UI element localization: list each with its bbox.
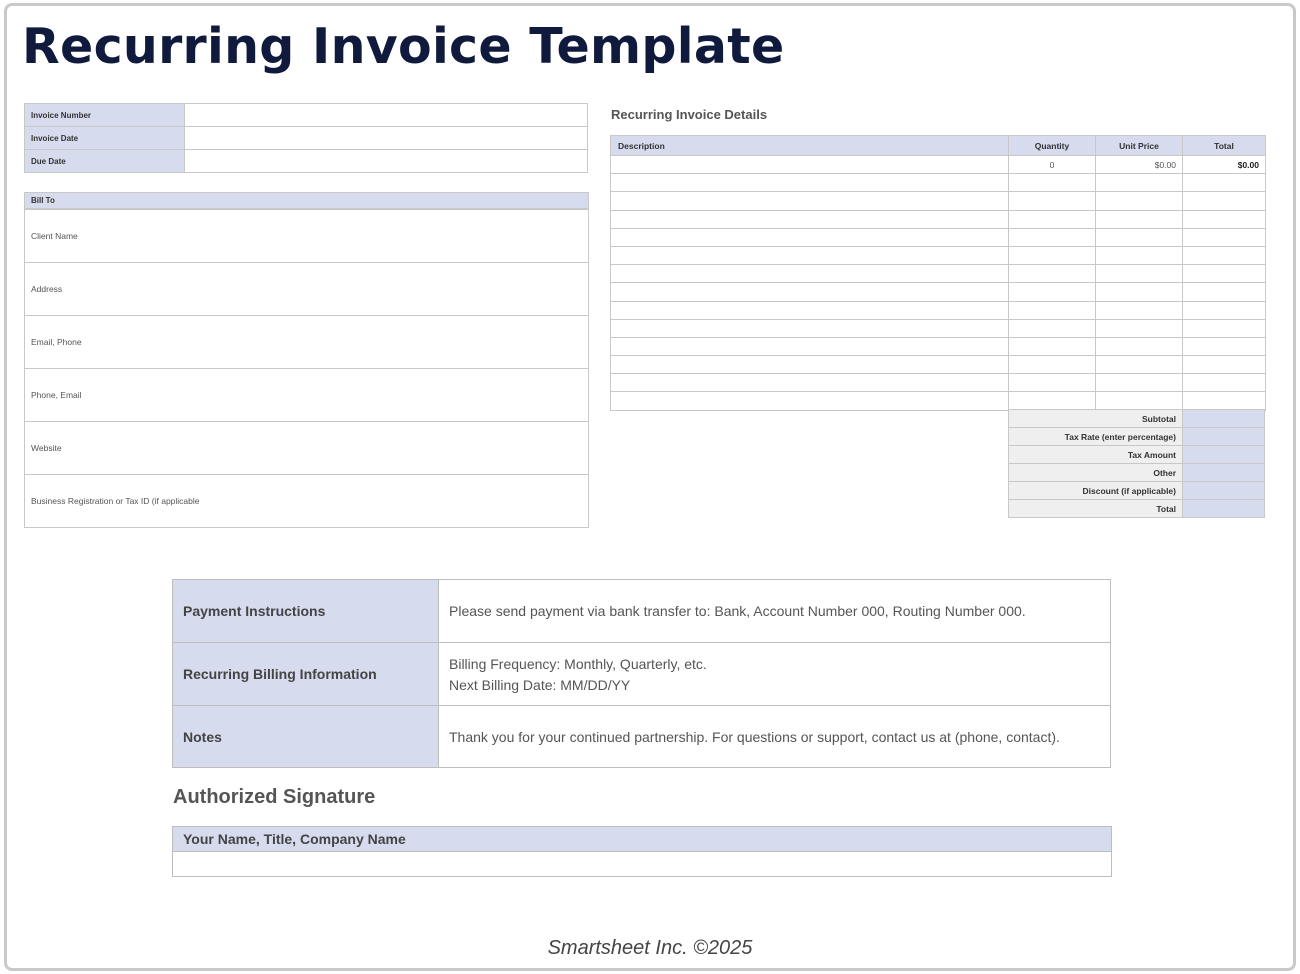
item-quantity-cell[interactable] (1009, 301, 1096, 319)
item-description-cell[interactable] (611, 392, 1009, 410)
col-unit-price: Unit Price (1096, 136, 1183, 156)
item-unit-price-cell[interactable]: $0.00 (1096, 156, 1183, 174)
payment-instructions-label: Payment Instructions (173, 580, 439, 643)
discount-value[interactable] (1183, 482, 1265, 500)
grand-total-label: Total (1009, 500, 1183, 518)
recurring-billing-label: Recurring Billing Information (173, 643, 439, 706)
table-row (611, 301, 1266, 319)
item-description-cell[interactable] (611, 283, 1009, 301)
subtotal-value (1183, 410, 1265, 428)
table-row (611, 337, 1266, 355)
col-description: Description (611, 136, 1009, 156)
signature-box (172, 826, 1112, 877)
item-quantity-cell[interactable] (1009, 392, 1096, 410)
discount-label: Discount (if applicable) (1009, 482, 1183, 500)
table-row (611, 156, 1266, 174)
billing-frequency-text: Billing Frequency: Monthly, Quarterly, etc. (449, 655, 707, 672)
table-row (611, 174, 1266, 192)
other-row (1009, 464, 1265, 482)
item-total-cell (1183, 283, 1266, 301)
invoice-date-row (25, 127, 588, 150)
item-total-cell (1183, 246, 1266, 264)
table-row (611, 265, 1266, 283)
item-total-cell (1183, 228, 1266, 246)
item-quantity-cell[interactable] (1009, 192, 1096, 210)
discount-row (1009, 482, 1265, 500)
table-row (611, 228, 1266, 246)
item-total-cell (1183, 374, 1266, 392)
bill-to-address[interactable]: Address (25, 262, 588, 315)
invoice-number-label: Invoice Number (25, 104, 185, 127)
tax-amount-value (1183, 446, 1265, 464)
footer-copyright: Smartsheet Inc. ©2025 (547, 937, 753, 959)
item-quantity-cell[interactable] (1009, 265, 1096, 283)
subtotal-row (1009, 410, 1265, 428)
item-quantity-cell[interactable] (1009, 174, 1096, 192)
bill-to-client-name[interactable]: Client Name (25, 209, 588, 262)
invoice-date-field[interactable] (185, 127, 588, 150)
item-total-cell (1183, 301, 1266, 319)
next-billing-date-text: Next Billing Date: MM/DD/YY (449, 676, 631, 693)
col-total: Total (1183, 136, 1266, 156)
recurring-billing-text[interactable] (439, 643, 1111, 706)
item-description-cell[interactable] (611, 174, 1009, 192)
item-description-cell[interactable] (611, 356, 1009, 374)
line-items-table (610, 135, 1266, 411)
item-unit-price-cell[interactable] (1096, 374, 1183, 392)
bill-to-phone-email[interactable]: Phone, Email (25, 368, 588, 421)
table-row (611, 246, 1266, 264)
item-unit-price-cell[interactable] (1096, 246, 1183, 264)
col-quantity: Quantity (1009, 136, 1096, 156)
bill-to-tax-id[interactable]: Business Registration or Tax ID (if applicable (25, 474, 588, 527)
details-title: Recurring Invoice Details (611, 107, 768, 122)
item-unit-price-cell[interactable] (1096, 356, 1183, 374)
item-quantity-cell[interactable]: 0 (1009, 156, 1096, 174)
item-total-cell (1183, 265, 1266, 283)
item-total-cell (1183, 174, 1266, 192)
other-label: Other (1009, 464, 1183, 482)
invoice-info-table (24, 103, 588, 173)
notes-row (173, 706, 1111, 768)
tax-amount-label: Tax Amount (1009, 446, 1183, 464)
item-description-cell[interactable] (611, 192, 1009, 210)
due-date-field[interactable] (185, 150, 588, 173)
due-date-row (25, 150, 588, 173)
tax-rate-label: Tax Rate (enter percentage) (1009, 428, 1183, 446)
tax-amount-row (1009, 446, 1265, 464)
item-description-cell[interactable] (611, 301, 1009, 319)
item-description-cell[interactable] (611, 319, 1009, 337)
item-total-cell (1183, 210, 1266, 228)
page-title: Recurring Invoice Template (22, 18, 785, 75)
item-quantity-cell[interactable] (1009, 283, 1096, 301)
item-unit-price-cell[interactable] (1096, 301, 1183, 319)
item-quantity-cell[interactable] (1009, 319, 1096, 337)
table-row (611, 283, 1266, 301)
item-quantity-cell[interactable] (1009, 374, 1096, 392)
invoice-number-row (25, 104, 588, 127)
table-row (611, 192, 1266, 210)
subtotal-label: Subtotal (1009, 410, 1183, 428)
line-items-header-row (611, 136, 1266, 156)
item-unit-price-cell[interactable] (1096, 265, 1183, 283)
payment-info-table (172, 579, 1111, 768)
due-date-label: Due Date (25, 150, 185, 173)
item-quantity-cell[interactable] (1009, 337, 1096, 355)
item-total-cell (1183, 192, 1266, 210)
tax-rate-row (1009, 428, 1265, 446)
grand-total-row (1009, 500, 1265, 518)
item-unit-price-cell[interactable] (1096, 319, 1183, 337)
item-total-cell (1183, 319, 1266, 337)
item-quantity-cell[interactable] (1009, 210, 1096, 228)
item-description-cell[interactable] (611, 246, 1009, 264)
item-unit-price-cell[interactable] (1096, 283, 1183, 301)
item-unit-price-cell[interactable] (1096, 228, 1183, 246)
bill-to-header: Bill To (25, 193, 588, 209)
item-description-cell[interactable] (611, 156, 1009, 174)
authorized-signature-title: Authorized Signature (173, 786, 376, 808)
grand-total-value (1183, 500, 1265, 518)
notes-text[interactable]: Thank you for your continued partnership. For questions or support, contact us at (phone, contact). (439, 706, 1111, 768)
item-total-cell (1183, 356, 1266, 374)
totals-table (1008, 409, 1265, 518)
item-unit-price-cell[interactable] (1096, 174, 1183, 192)
signature-field[interactable] (173, 852, 1111, 876)
notes-label: Notes (173, 706, 439, 768)
item-quantity-cell[interactable] (1009, 356, 1096, 374)
other-value[interactable] (1183, 464, 1265, 482)
item-description-cell[interactable] (611, 374, 1009, 392)
item-unit-price-cell[interactable] (1096, 210, 1183, 228)
item-total-cell: $0.00 (1183, 156, 1266, 174)
table-row (611, 356, 1266, 374)
payment-instructions-text[interactable]: Please send payment via bank transfer to: Bank, Account Number 000, Routing Number 000. (439, 580, 1111, 643)
table-row (611, 210, 1266, 228)
payment-instructions-row (173, 580, 1111, 643)
bill-to-website[interactable]: Website (25, 421, 588, 474)
bill-to-section (24, 192, 589, 528)
item-quantity-cell[interactable] (1009, 228, 1096, 246)
item-unit-price-cell[interactable] (1096, 192, 1183, 210)
tax-rate-value[interactable] (1183, 428, 1265, 446)
recurring-billing-row (173, 643, 1111, 706)
table-row (611, 392, 1266, 410)
table-row (611, 374, 1266, 392)
signature-label: Your Name, Title, Company Name (173, 827, 1111, 852)
item-description-cell[interactable] (611, 265, 1009, 283)
table-row (611, 319, 1266, 337)
item-unit-price-cell[interactable] (1096, 392, 1183, 410)
invoice-date-label: Invoice Date (25, 127, 185, 150)
item-description-cell[interactable] (611, 337, 1009, 355)
item-description-cell[interactable] (611, 210, 1009, 228)
item-total-cell (1183, 337, 1266, 355)
item-description-cell[interactable] (611, 228, 1009, 246)
invoice-number-field[interactable] (185, 104, 588, 127)
item-total-cell (1183, 392, 1266, 410)
item-unit-price-cell[interactable] (1096, 337, 1183, 355)
item-quantity-cell[interactable] (1009, 246, 1096, 264)
bill-to-email-phone[interactable]: Email, Phone (25, 315, 588, 368)
